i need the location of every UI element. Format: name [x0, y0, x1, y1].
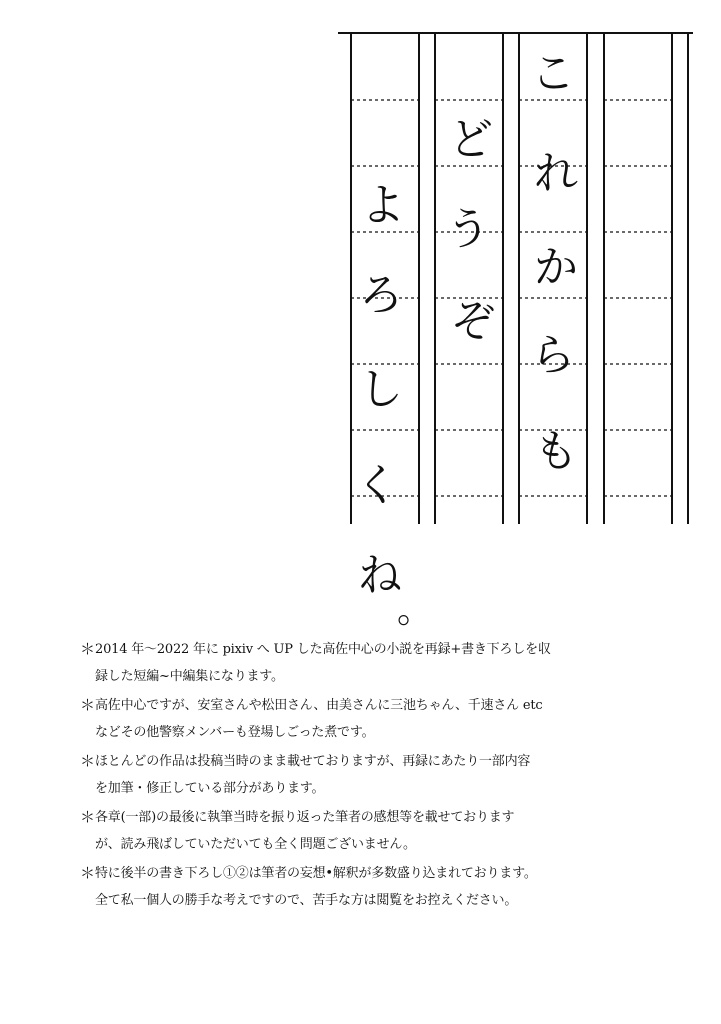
note-line: ほとんどの作品は投稿当時のまま載せておりますが、再録にあたり一部内容	[95, 754, 531, 769]
note-line: を加筆・修正している部分があります。	[95, 781, 325, 796]
message-char: く	[355, 460, 399, 511]
message-column-2	[446, 114, 495, 347]
message-column-1	[531, 48, 578, 477]
note-item	[80, 748, 605, 802]
note-line: が、読み飛ばしていただいても全く問題ございません。	[95, 837, 416, 852]
message-char: し	[359, 364, 403, 415]
note-bullet: ＊	[80, 752, 96, 770]
message-char: ろ	[359, 270, 403, 321]
note-line: 特に後半の書き下ろし①②は筆者の妄想•解釈が多数盛り込まれております。	[95, 866, 537, 881]
message-char: か	[534, 242, 578, 293]
message-char: こ	[531, 48, 575, 99]
notes-list	[80, 636, 605, 916]
message-char: も	[534, 426, 578, 477]
message-char: ど	[449, 114, 493, 165]
message-final-mark: 。	[396, 590, 434, 631]
note-item	[80, 860, 605, 914]
message-char: ら	[531, 330, 575, 381]
message-final-char: ね	[358, 550, 402, 601]
message-column-3	[355, 180, 405, 511]
note-line: 各章(一部)の最後に執筆当時を振り返った筆者の感想等を載せております	[95, 810, 515, 825]
note-bullet: ＊	[80, 808, 96, 826]
note-line: 全て私一個人の勝手な考えですので、苦手な方は閲覧をお控えください。	[95, 893, 518, 908]
message-char: ぞ	[451, 296, 495, 347]
note-item	[80, 804, 605, 858]
note-bullet: ＊	[80, 864, 96, 882]
note-line: などその他警察メンバーも登場しごった煮です。	[95, 725, 375, 740]
note-bullet: ＊	[80, 696, 96, 714]
message-char: よ	[361, 180, 405, 231]
note-bullet: ＊	[80, 640, 96, 658]
note-item	[80, 636, 605, 690]
message-char: う	[446, 204, 490, 255]
note-line: 録した短編~中編集になります。	[95, 669, 284, 684]
message-char: れ	[534, 148, 578, 199]
note-item	[80, 692, 605, 746]
note-line: 2014 年〜2022 年に pixiv へ UP した高佐中心の小説を再録+書き下ろしを収	[95, 642, 551, 657]
note-line: 高佐中心ですが、安室さんや松田さん、由美さんに三池ちゃん、千速さん etc	[95, 698, 543, 713]
